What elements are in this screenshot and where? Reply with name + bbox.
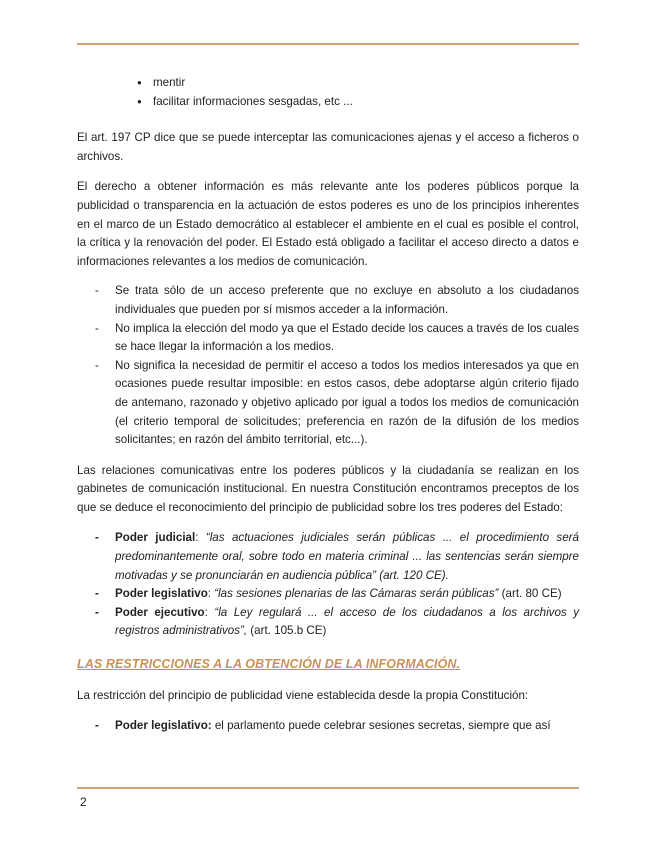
section-heading: LAS RESTRICCIONES A LA OBTENCIÓN DE LA INFORMACIÓN. [77, 657, 461, 672]
power-term: Poder judicial [115, 531, 196, 545]
dash-marker: - [95, 358, 99, 372]
dash-item-text: No significa la necesidad de permitir el acceso a todos los medios interesados ya que en ocasiones puede resultar imposible: en estos casos, debe adoptarse algún criterio fijado de antemano, razonado y objetivo aplicado por igual a todos los medios de comunicación (el criterio temporal de solicitudes; preferencia en razón de la difusión de los medios solicitantes; en razón del ámbito territorial, etc...). [115, 358, 579, 447]
dash-item [95, 357, 579, 450]
bullet-item: ● facilitar informaciones sesgadas, etc ... [137, 93, 579, 112]
header-rule [77, 43, 579, 45]
paragraph-relaciones-comunicativas: Las relaciones comunicativas entre los poderes públicos y la ciudadanía se realizan en los gabinetes de comunicación institucional. En nuestra Constitución encontramos preceptos de los que se deduce el reconocimiento del principio de publicidad sobre los tres poderes del Estado: [77, 463, 579, 514]
document-body [77, 74, 579, 736]
power-quote: “las sesiones plenarias de las Cámaras serán públicas” [214, 587, 499, 601]
dash-marker: - [95, 321, 99, 335]
dash-item-text: Se trata sólo de un acceso preferente que no excluye en absoluto a los ciudadanos individuales que pueden por sí mismos acceder a la información. [115, 284, 579, 316]
dash-item-text: No implica la elección del modo ya que el Estado decide los cauces a través de los cuales se hace llegar la información a los medios. [115, 321, 579, 354]
bullet-list [77, 74, 579, 111]
paragraph-restriccion: La restricción del principio de publicidad viene establecida desde la propia Constitución: [77, 688, 529, 702]
restriction-term: Poder legislativo: [115, 719, 212, 733]
dash-item [95, 282, 579, 319]
dash-item [95, 320, 579, 357]
power-sep: : [207, 587, 215, 601]
power-sep: : [195, 531, 206, 545]
power-term: Poder legislativo [115, 587, 208, 601]
page-number: 2 [80, 795, 87, 809]
power-ref: (art. 80 CE) [498, 587, 562, 601]
power-ref: (art. 105.b CE) [247, 624, 327, 638]
restriction-item [95, 717, 579, 736]
dash-marker: - [95, 605, 99, 619]
power-item-judicial [95, 529, 579, 585]
restriction-text: el parlamento puede celebrar sesiones secretas, siempre que así [211, 719, 551, 733]
dash-marker: - [95, 284, 99, 298]
power-sep: : [204, 605, 215, 619]
restriction-list [77, 717, 579, 736]
dash-marker: - [95, 531, 99, 545]
power-quote: “las actuaciones judiciales serán públicas ... el procedimiento será predominantemente oral, sobre todo en materia criminal ... las sentencias serán siempre motivadas y se pronunciarán en audiencia pública” (art. 120 CE). [115, 531, 579, 582]
dash-marker: - [95, 587, 99, 601]
power-quote: “la Ley regulará ... el acceso de los ciudadanos a los archivos y registros administrativos”, [115, 605, 579, 638]
power-item-ejecutivo [95, 604, 579, 641]
paragraph-derecho-informacion: El derecho a obtener información es más relevante ante los poderes públicos porque la publicidad o transparencia en la actuación de estos poderes es uno de los principios inherentes en el marco de un Estado democrático al establecer el ambiente en el cual es posible el control, la crítica y la renovación del poder. El Estado está obligado a facilitar el acceso directo a datos e informaciones relevantes a los medios de comunicación. [77, 180, 579, 268]
paragraph-art-197: El art. 197 CP dice que se puede interceptar las comunicaciones ajenas y el acceso a ficheros o archivos. [77, 131, 579, 163]
power-item-legislativo [95, 585, 579, 604]
powers-list [77, 529, 579, 641]
footer-rule [77, 787, 579, 789]
dash-list [77, 282, 579, 449]
dash-marker: - [95, 719, 99, 733]
power-term: Poder ejecutivo [115, 605, 205, 619]
bullet-item: ● mentir [137, 74, 579, 93]
